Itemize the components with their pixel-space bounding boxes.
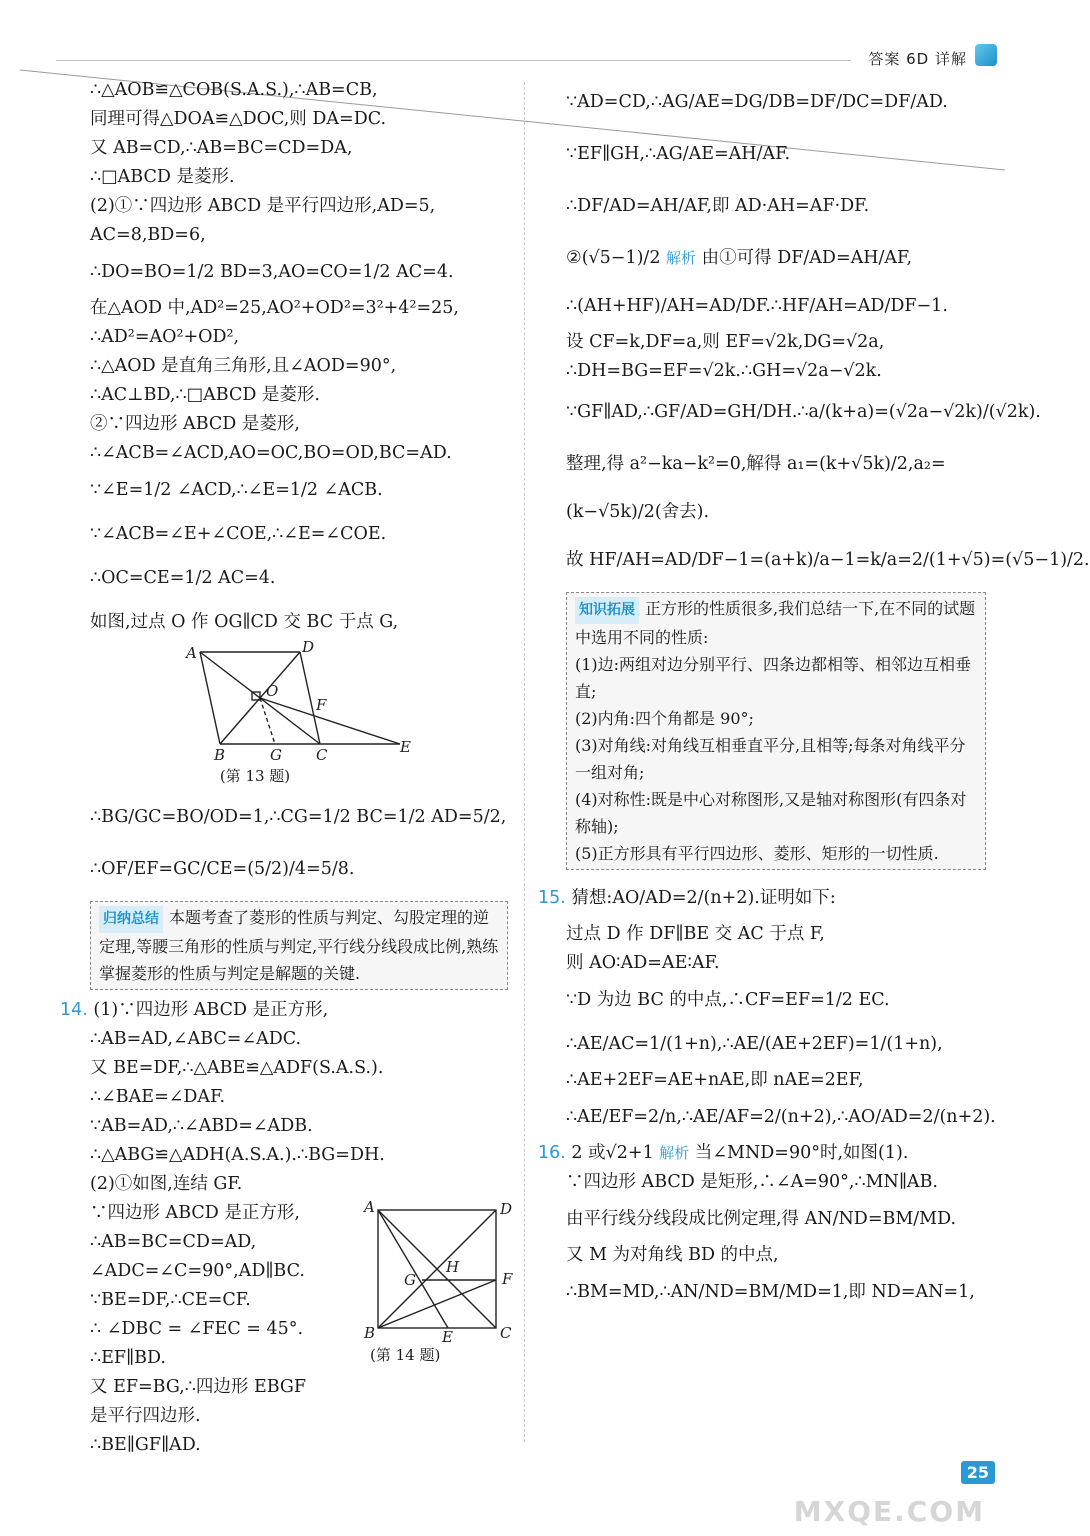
label-E: E xyxy=(400,738,411,756)
analysis-tag: 解析 xyxy=(666,249,697,267)
text-line: (2)①∵四边形 ABCD 是平行四边形,AD=5, xyxy=(90,196,436,216)
figure-14-caption: (第 14 题) xyxy=(370,1346,441,1364)
text-line: 当∠MND=90°时,如图(1). xyxy=(694,1143,909,1163)
knowledge-line: (3)对角线:对角线互相垂直平分,且相等;每条对角线平分一组对角; xyxy=(575,736,966,782)
knowledge-box xyxy=(566,592,986,870)
text-line: 如图,过点 O 作 OG∥CD 交 BC 于点 G, xyxy=(90,612,399,632)
label-G: G xyxy=(270,746,282,764)
text-line: ∴∠BAE=∠DAF. xyxy=(90,1087,226,1107)
text-line: ∵AD=CD,∴AG/AE=DG/DB=DF/DC=DF/AD. xyxy=(566,92,948,112)
q14-first-line xyxy=(60,996,508,1025)
label-C: C xyxy=(316,746,328,764)
text-line: ∴AB=AD,∠ABC=∠ADC. xyxy=(90,1029,302,1049)
knowledge-tag: 知识拓展 xyxy=(575,597,639,624)
text-line: 则 AO∶AD=AE∶AF. xyxy=(566,953,720,973)
text-line: ∴DO=BO=1/2 BD=3,AO=CO=1/2 AC=4. xyxy=(90,262,454,282)
column-divider xyxy=(524,82,525,1442)
text-line: 同理可得△DOA≌△DOC,则 DA=DC. xyxy=(90,109,387,129)
summary-box xyxy=(90,901,508,990)
text-line: AC=8,BD=6, xyxy=(90,225,206,245)
analysis-tag: 解析 xyxy=(659,1144,690,1162)
text-line: 又 EF=BG,∴四边形 EBGF xyxy=(90,1377,307,1397)
text-line: 又 BE=DF,∴△ABE≌△ADF(S.A.S.). xyxy=(90,1058,384,1078)
text-line: ②∵四边形 ABCD 是菱形, xyxy=(90,414,300,434)
text-line: ∴□ABCD 是菱形. xyxy=(90,167,235,187)
label-G: G xyxy=(404,1271,416,1289)
label-A: A xyxy=(186,644,197,662)
text-line: 又 M 为对角线 BD 的中点, xyxy=(566,1245,779,1265)
text-line: ∴DH=BG=EF=√2k.∴GH=√2a−√2k. xyxy=(566,361,882,381)
text-line: ∴BG/GC=BO/OD=1,∴CG=1/2 BC=1/2 AD=5/2, xyxy=(90,807,507,827)
text-line: ∵∠ACB=∠E+∠COE,∴∠E=∠COE. xyxy=(90,524,387,544)
text-line: 故 HF/AH=AD/DF−1=(a+k)/a−1=k/a=2/(1+√5)=(√5−1)/2. xyxy=(566,550,1090,570)
right-column xyxy=(538,76,1090,1314)
text-line: (k−√5k)/2(舍去). xyxy=(566,502,710,522)
label-E: E xyxy=(442,1328,453,1346)
text-line: ∴EF∥BD. xyxy=(90,1348,166,1368)
text-line: 由平行线分线段成比例定理,得 AN/ND=BM/MD. xyxy=(566,1209,957,1229)
text-line: 整理,得 a²−ka−k²=0,解得 a₁=(k+√5k)/2,a₂= xyxy=(566,454,946,474)
text-line: ∵BE=DF,∴CE=CF. xyxy=(90,1290,251,1310)
q15-first-line xyxy=(538,876,986,920)
text-line: ∴ ∠DBC = ∠FEC = 45°. xyxy=(90,1319,304,1339)
label-C: C xyxy=(500,1324,512,1342)
text-line: ∴AD²=AO²+OD², xyxy=(90,327,240,347)
knowledge-line: 正方形的性质很多,我们总结一下,在不同的试题中选用不同的性质: xyxy=(575,599,976,647)
text-line: ∴△AOB≌△COB(S.A.S.),∴AB=CB, xyxy=(90,80,378,100)
text-line: ∴AC⊥BD,∴□ABCD 是菱形. xyxy=(90,385,320,405)
text-line: (2)①如图,连结 GF. xyxy=(90,1174,243,1194)
text-line: ∵GF∥AD,∴GF/AD=GH/DH.∴a/(k+a)=(√2a−√2k)/(√2k). xyxy=(566,402,1041,422)
label-F: F xyxy=(316,696,327,714)
q15-number: 15. xyxy=(538,888,566,908)
page-number: 25 xyxy=(961,1461,995,1484)
text-line: ∴OC=CE=1/2 AC=4. xyxy=(90,568,276,588)
text-line: 由①可得 DF/AD=AH/AF, xyxy=(701,248,913,268)
q16-answer: 2 或√2+1 xyxy=(571,1143,654,1163)
label-D: D xyxy=(500,1200,513,1218)
figure-13 xyxy=(90,638,420,764)
text-line: ∴BM=MD,∴AN/ND=BM/MD=1,即 ND=AN=1, xyxy=(566,1282,975,1302)
label-B: B xyxy=(214,746,226,764)
summary-text: 本题考查了菱形的性质与判定、勾股定理的逆定理,等腰三角形的性质与判定,平行线分线段成比例,熟练掌握菱形的性质与判定是解题的关键. xyxy=(99,908,499,983)
knowledge-line: (2)内角:四个角都是 90°; xyxy=(575,709,754,728)
summary-tag: 归纳总结 xyxy=(99,906,163,933)
text-line: 是平行四边形. xyxy=(90,1406,201,1426)
text-line: ∴DF/AD=AH/AF,即 AD·AH=AF·DF. xyxy=(566,196,870,216)
q16-number: 16. xyxy=(538,1143,566,1163)
label-B: B xyxy=(364,1324,376,1342)
text-line: 过点 D 作 DF∥BE 交 AC 于点 F, xyxy=(566,924,825,944)
text-line: ∵∠E=1/2 ∠ACD,∴∠E=1/2 ∠ACB. xyxy=(90,480,383,500)
text-line: ∴OF/EF=GC/CE=(5/2)/4=5/8. xyxy=(90,859,355,879)
q14-number: 14. xyxy=(60,1000,88,1020)
text-line: ∵AB=AD,∴∠ABD=∠ADB. xyxy=(90,1116,313,1136)
knowledge-line: (4)对称性:既是中心对称图形,又是轴对称图形(有四条对称轴); xyxy=(575,790,967,836)
text-line: ∴(AH+HF)/AH=AD/DF.∴HF/AH=AD/DF−1. xyxy=(566,296,948,316)
text-line: ∵四边形 ABCD 是矩形,∴∠A=90°,∴MN∥AB. xyxy=(566,1172,938,1192)
figure-13-caption: (第 13 题) xyxy=(219,767,291,785)
label-D: D xyxy=(302,638,315,656)
text-line: ∵D 为边 BC 的中点,∴CF=EF=1/2 EC. xyxy=(566,990,890,1010)
figure-14 xyxy=(352,1192,522,1346)
text-line: ∴AB=BC=CD=AD, xyxy=(90,1232,257,1252)
text-line: ∴∠ACB=∠ACD,AO=OC,BO=OD,BC=AD. xyxy=(90,443,452,463)
part2-line xyxy=(566,232,986,284)
knowledge-line: (5)正方形具有平行四边形、菱形、矩形的一切性质. xyxy=(575,844,939,863)
text-line: ∴BE∥GF∥AD. xyxy=(90,1435,201,1455)
label-F: F xyxy=(502,1270,513,1288)
text-line: ∵EF∥GH,∴AG/AE=AH/AF. xyxy=(566,144,791,164)
q16-first-line xyxy=(538,1139,986,1168)
text-line: ∴△ABG≌△ADH(A.S.A.).∴BG=DH. xyxy=(90,1145,385,1165)
brand-label: 答案 6D 详解 xyxy=(868,50,967,68)
label-H: H xyxy=(446,1258,460,1276)
text-line: ∴AE+2EF=AE+nAE,即 nAE=2EF, xyxy=(566,1070,864,1090)
label-O: O xyxy=(266,682,279,700)
text-line: 在△AOD 中,AD²=25,AO²+OD²=3²+4²=25, xyxy=(90,298,459,318)
text-line: 设 CF=k,DF=a,则 EF=√2k,DG=√2a, xyxy=(566,332,885,352)
label-A: A xyxy=(364,1198,375,1216)
text-line: 又 AB=CD,∴AB=BC=CD=DA, xyxy=(90,138,353,158)
part2-answer: ②(√5−1)/2 xyxy=(566,248,661,268)
text-line: 猜想:AO/AD=2/(n+2).证明如下: xyxy=(571,888,836,908)
text-line: ∠ADC=∠C=90°,AD∥BC. xyxy=(90,1261,305,1281)
text-line: ∵四边形 ABCD 是正方形, xyxy=(90,1203,300,1223)
watermark: MXQE.COM xyxy=(793,1495,985,1528)
text-line: ∴△AOD 是直角三角形,且∠AOD=90°, xyxy=(90,356,397,376)
text-line: (1)∵四边形 ABCD 是正方形, xyxy=(93,1000,329,1020)
knowledge-line: (1)边:两组对边分别平行、四条边都相等、相邻边互相垂直; xyxy=(575,655,972,701)
text-line: ∴AE/EF=2/n,∴AE/AF=2/(n+2),∴AO/AD=2/(n+2). xyxy=(566,1107,996,1127)
text-line: ∴AE/AC=1/(1+n),∴AE/(AE+2EF)=1/(1+n), xyxy=(566,1034,943,1054)
